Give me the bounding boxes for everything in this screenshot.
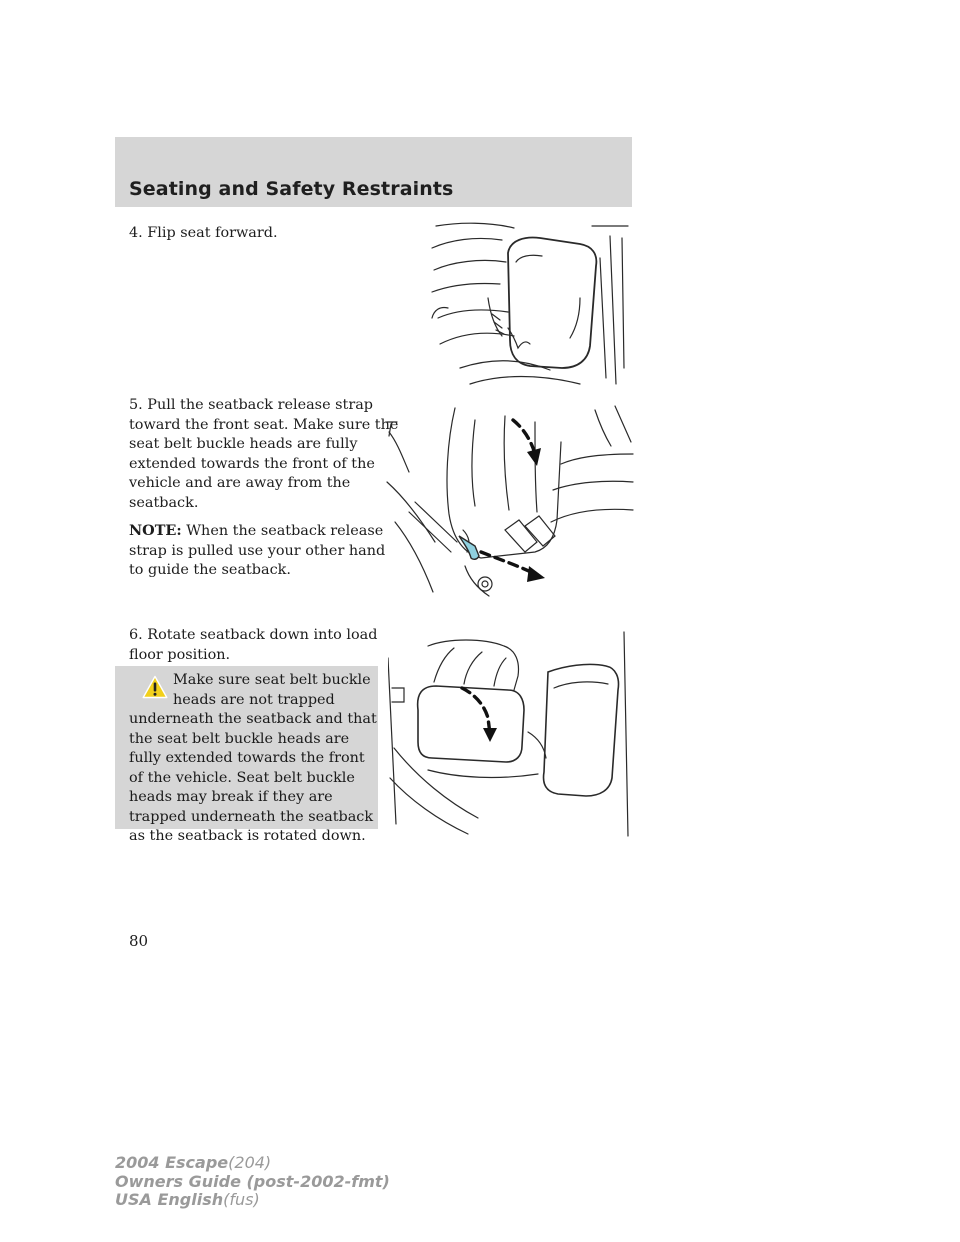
step-4-text: 4. Flip seat forward. (129, 225, 278, 241)
footer-model: 2004 Escape (115, 1153, 229, 1172)
document-footer (115, 1154, 390, 1210)
warning-line: heads may break if they are (129, 789, 333, 805)
page-number: 80 (129, 932, 149, 950)
step-6-text (129, 626, 377, 665)
footer-model-code: (204) (228, 1153, 272, 1172)
seatback-release-strap-illustration (385, 402, 635, 612)
warning-line: as the seatback is rotated down. (129, 828, 366, 844)
warning-line: Make sure seat belt buckle (173, 672, 371, 688)
step-6-line: 6. Rotate seatback down into load (129, 627, 378, 643)
warning-line: underneath the seatback and that (129, 711, 377, 727)
warning-line: of the vehicle. Seat belt buckle (129, 769, 355, 786)
warning-line: heads are not trapped (173, 691, 335, 708)
section-title: Seating and Safety Restraints (129, 178, 454, 200)
step-5-line: vehicle and are away from the (129, 475, 351, 491)
note-line: When the seatback release (186, 523, 384, 539)
footer-language: USA English (115, 1190, 224, 1209)
note-line: to guide the seatback. (129, 562, 291, 578)
step-5-line: seatback. (129, 494, 199, 511)
warning-line: fully extended towards the front (129, 750, 365, 766)
step-5-line: seat belt buckle heads are fully (129, 436, 358, 452)
seatback-rotated-down-illustration (388, 628, 635, 840)
step-6-line: floor position. (129, 646, 231, 663)
warning-triangle-icon (142, 675, 168, 699)
step-5-text (129, 396, 398, 513)
footer-language-code: (fus) (223, 1190, 260, 1209)
warning-line: trapped underneath the seatback (129, 808, 374, 825)
step-5-line: 5. Pull the seatback release strap (129, 397, 373, 413)
note-label: NOTE: (129, 522, 182, 539)
step-5-line: toward the front seat. Make sure the (129, 416, 399, 433)
warning-text (129, 710, 379, 847)
footer-guide: Owners Guide (post-2002-fmt) (115, 1171, 390, 1191)
warning-line: the seat belt buckle heads are (129, 730, 350, 747)
note-text (129, 521, 385, 581)
step-5-line: extended towards the front of the (129, 455, 375, 472)
seat-flipped-forward-illustration (430, 218, 635, 388)
note-line: strap is pulled use your other hand (129, 542, 386, 559)
warning-box (115, 666, 378, 844)
warning-text-indented (173, 671, 371, 710)
section-header (115, 137, 632, 207)
